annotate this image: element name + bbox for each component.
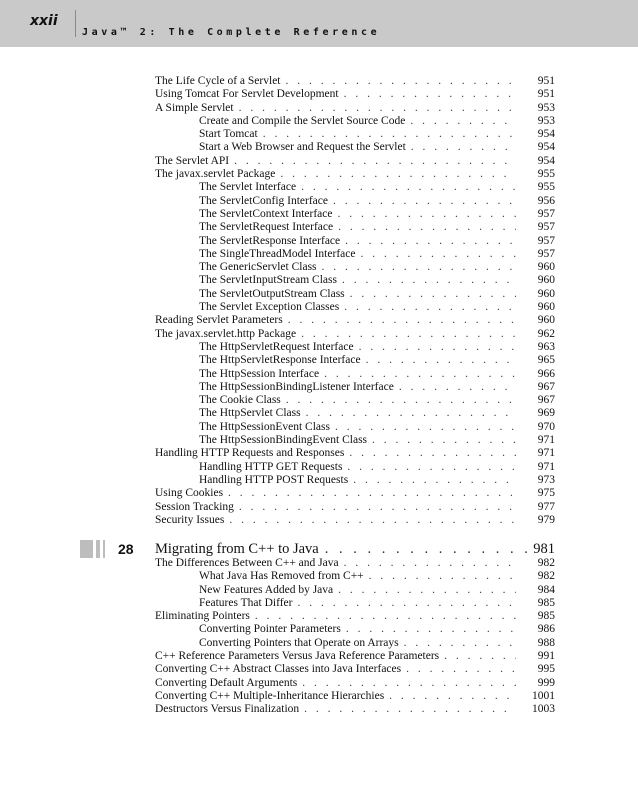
toc-entry[interactable] [155,274,555,287]
toc-entry[interactable] [155,115,555,128]
toc-entry[interactable] [155,610,555,623]
dot-leader [239,102,516,115]
chapter-page: 981 [533,541,555,557]
dot-leader [349,447,516,460]
toc-entry[interactable] [155,301,555,314]
dot-leader [444,650,516,663]
toc-entry[interactable] [155,381,555,394]
dot-leader [325,540,528,558]
toc-entry[interactable] [155,288,555,301]
dot-leader [350,288,516,301]
dot-leader [322,261,516,274]
toc-entry-title: Converting Pointers that Operate on Arrays [199,636,399,649]
toc-entry[interactable] [155,208,555,221]
toc-entry[interactable] [155,461,555,474]
chapter-heading [80,540,555,558]
toc-entry-page: 954 [537,128,555,141]
toc-entry-page: 960 [537,301,555,314]
toc-entry-title: The GenericServlet Class [199,261,317,274]
dot-leader [234,155,516,168]
dot-leader [389,690,516,703]
dot-leader [347,461,516,474]
toc-entry-page: 954 [537,154,555,167]
book-title: Java™ 2: The Complete Reference [82,27,381,38]
dot-leader [342,274,516,287]
toc-entry-title: The ServletOutputStream Class [199,287,345,300]
dot-leader [280,168,516,181]
dot-leader [353,474,516,487]
dot-leader [399,381,516,394]
toc-entry-title: Start a Web Browser and Request the Servlet [199,141,406,154]
toc-entry-title: The HttpSessionBindingEvent Class [199,434,368,447]
toc-entry-title: New Features Added by Java [199,583,334,596]
toc-entry-title: The ServletInputStream Class [199,274,337,287]
toc-entry[interactable] [155,623,555,636]
toc-entry-title: Session Tracking [155,500,234,513]
toc-entry[interactable] [155,181,555,194]
toc-entry-page: 963 [537,340,555,353]
toc-entry-page: 960 [537,287,555,300]
toc-entry-page: 957 [537,221,555,234]
toc-entry-page: 982 [537,557,555,569]
dot-leader [344,301,516,314]
toc-entry-title: The javax.servlet.http Package [155,327,297,340]
toc-entry-title: Converting C++ Abstract Classes into Java Interfaces [155,663,402,676]
toc-entry-page: 956 [537,194,555,207]
dot-leader [345,235,516,248]
toc-entry-page: 985 [537,610,555,623]
toc-entry-title: The HttpSessionEvent Class [199,420,330,433]
toc-entry-title: The ServletResponse Interface [199,234,341,247]
toc-entry-page: 995 [537,663,555,676]
toc-entry-page: 984 [537,583,555,596]
toc-entry[interactable] [155,434,555,447]
toc-entry[interactable] [155,195,555,208]
dot-leader [229,514,516,527]
toc-entry-page: 971 [537,434,555,447]
dot-leader [406,663,516,676]
toc-section-migrating [155,557,555,717]
toc-entry-title: Eliminating Pointers [155,610,250,623]
toc-entry-page: 954 [537,141,555,154]
toc-entry-page: 973 [537,473,555,486]
toc-entry-page: 962 [537,327,555,340]
toc-entry-page: 1003 [532,703,555,716]
toc-entry-page: 971 [537,460,555,473]
dot-leader [346,623,516,636]
running-header [0,0,638,47]
header-divider [75,10,76,37]
toc-entry[interactable] [155,354,555,367]
dot-leader [360,248,516,261]
toc-entry-page: 951 [537,88,555,101]
dot-leader [359,341,516,354]
toc-entry-page: 991 [537,650,555,663]
toc-entry-page: 951 [537,75,555,87]
toc-entry[interactable] [155,328,555,341]
toc-entry-page: 967 [537,380,555,393]
dot-leader [304,703,516,716]
toc-entry-title: Reading Servlet Parameters [155,314,283,327]
toc-entry-page: 955 [537,181,555,194]
toc-entry-page: 982 [537,570,555,583]
dot-leader [302,677,516,690]
toc-entry-page: 953 [537,101,555,114]
toc-entry-title: The SingleThreadModel Interface [199,247,356,260]
toc-entry-title: Converting Default Arguments [155,676,298,689]
dot-leader [338,584,516,597]
toc-entry-page: 967 [537,394,555,407]
dot-leader [263,128,516,141]
dot-leader [411,141,516,154]
toc-entry-title: Security Issues [155,513,225,526]
toc-entry-page: 953 [537,114,555,127]
toc-entry-title: The HttpServletRequest Interface [199,340,354,353]
dot-leader [335,421,516,434]
toc-entry-title: The HttpServlet Class [199,407,301,420]
dot-leader [338,221,516,234]
toc-entry-title: The javax.servlet Package [155,168,276,181]
page-number: xxii [30,13,58,29]
toc-entry-title: Using Tomcat For Servlet Development [155,88,339,101]
toc-entry-page: 957 [537,234,555,247]
toc-entry[interactable] [155,128,555,141]
toc-entry-page: 999 [537,676,555,689]
toc-entry-title: Create and Compile the Servlet Source Code [199,114,406,127]
toc-entry-title: The ServletContext Interface [199,207,333,220]
toc-entry-page: 966 [537,367,555,380]
toc-entry-title: The Cookie Class [199,394,281,407]
toc-entry-title: The Life Cycle of a Servlet [155,75,281,87]
dot-leader [344,88,516,101]
chapter-title: Migrating from C++ to Java [155,541,319,557]
dot-leader [301,328,516,341]
toc-entry-page: 957 [537,207,555,220]
dot-leader [286,394,516,407]
dot-leader [288,314,516,327]
toc-entry-title: The Servlet Exception Classes [199,301,340,314]
dot-leader [297,597,516,610]
toc-entry[interactable] [155,690,555,703]
toc-entry[interactable] [155,703,555,716]
dot-leader [286,75,517,88]
toc-entry[interactable] [155,447,555,460]
toc-entry-page: 985 [537,596,555,609]
toc-entry-page: 975 [537,487,555,500]
dot-leader [239,501,516,514]
dot-leader [306,407,516,420]
toc-entry-title: Destructors Versus Finalization [155,703,300,716]
toc-entry-title: Handling HTTP GET Requests [199,460,343,473]
dot-leader [255,610,516,623]
toc-entry[interactable] [155,75,555,88]
toc-entry-title: The Servlet API [155,154,230,167]
toc-entry[interactable] [155,514,555,527]
toc-entry[interactable] [155,248,555,261]
toc-entry[interactable] [155,394,555,407]
toc-entry-page: 971 [537,447,555,460]
toc-entry-title: Start Tomcat [199,128,258,141]
toc-entry-title: Features That Differ [199,596,293,609]
toc-entry-title: A Simple Servlet [155,101,234,114]
chapter-marker-icon [80,540,110,558]
dot-leader [333,195,516,208]
toc-entry[interactable] [155,155,555,168]
toc-entry-page: 986 [537,623,555,636]
toc-entry[interactable] [155,474,555,487]
toc-entry[interactable] [155,570,555,583]
toc-entry[interactable] [155,584,555,597]
toc-entry[interactable] [155,407,555,420]
dot-leader [344,557,516,570]
toc-entry-title: Handling HTTP Requests and Responses [155,447,345,460]
toc-entry-title: Converting Pointer Parameters [199,623,341,636]
toc-entry-title: Converting C++ Multiple-Inheritance Hierarchies [155,689,385,702]
toc-entry-page: 965 [537,354,555,367]
toc-entry[interactable] [155,637,555,650]
toc-entry-page: 970 [537,420,555,433]
toc-entry[interactable] [155,261,555,274]
toc-entry[interactable] [155,597,555,610]
toc-entry-page: 960 [537,274,555,287]
toc-entry[interactable] [155,314,555,327]
toc-entry[interactable] [155,421,555,434]
dot-leader [228,487,516,500]
toc-entry[interactable] [155,168,555,181]
toc-entry-title: C++ Reference Parameters Versus Java Reference Parameters [155,650,440,663]
toc-entry[interactable] [155,677,555,690]
toc-entry-title: The ServletRequest Interface [199,221,334,234]
toc-entry-page: 960 [537,314,555,327]
toc-entry-page: 960 [537,261,555,274]
dot-leader [410,115,516,128]
toc-entry[interactable] [155,341,555,354]
chapter-number: 28 [118,541,134,557]
toc-entry[interactable] [155,663,555,676]
dot-leader [369,570,516,583]
toc-entry[interactable] [155,88,555,101]
toc-entry-title: Handling HTTP POST Requests [199,473,349,486]
dot-leader [324,368,516,381]
toc-entry-page: 955 [537,168,555,181]
dot-leader [337,208,516,221]
toc-entry[interactable] [155,368,555,381]
toc-entry-page: 1001 [532,689,555,702]
toc-entry[interactable] [155,141,555,154]
toc-entry-title: Using Cookies [155,487,224,500]
toc-entry[interactable] [155,501,555,514]
dot-leader [404,637,516,650]
dot-leader [301,181,516,194]
toc-entry-page: 969 [537,407,555,420]
toc-entry-title: The Servlet Interface [199,181,297,194]
toc-entry-title: The ServletConfig Interface [199,194,328,207]
toc-section-servlets [155,75,555,527]
toc-entry[interactable] [155,235,555,248]
toc-entry[interactable] [155,557,555,570]
toc-entry-title: What Java Has Removed from C++ [199,570,364,583]
dot-leader [366,354,516,367]
toc-entry-title: The HttpSessionBindingListener Interface [199,380,394,393]
toc-entry[interactable] [155,221,555,234]
toc-entry-title: The HttpSession Interface [199,367,320,380]
chapter-title-entry[interactable] [155,540,555,558]
toc-entry-page: 977 [537,500,555,513]
toc-entry-title: The Differences Between C++ and Java [155,557,339,569]
toc-entry[interactable] [155,102,555,115]
toc-entry-page: 988 [537,636,555,649]
toc-entry-page: 957 [537,247,555,260]
toc-entry[interactable] [155,487,555,500]
dot-leader [372,434,516,447]
toc-entry[interactable] [155,650,555,663]
toc-entry-title: The HttpServletResponse Interface [199,354,361,367]
toc-entry-page: 979 [537,513,555,526]
